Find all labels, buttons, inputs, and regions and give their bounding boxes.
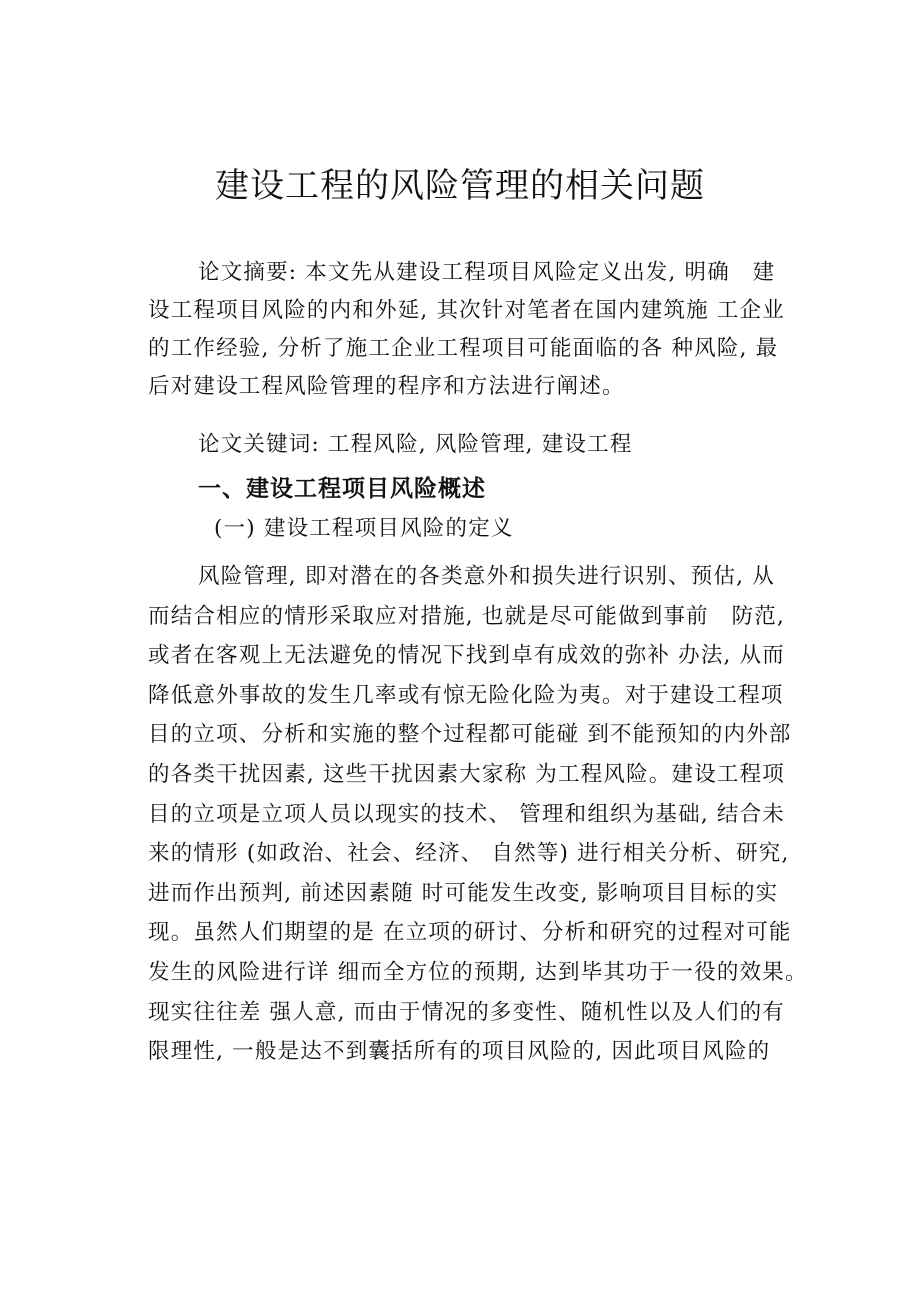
keywords-line: 论文关键词: 工程风险, 风险管理, 建设工程 bbox=[198, 432, 633, 457]
paragraph-line: 的各类干扰因素, 这些干扰因素大家称 为工程风险。建设工程项 bbox=[148, 761, 786, 787]
abstract-line: 设工程项目风险的内和外延, 其次针对笔者在国内建筑施 工企业 bbox=[148, 298, 786, 323]
paragraph-line: 发生的风险进行详 细而全方位的预期, 达到毕其功于一役的效果。 bbox=[148, 959, 808, 985]
paragraph-line: 现实往往差 强人意, 而由于情况的多变性、随机性以及人们的有 bbox=[148, 999, 786, 1025]
keywords bbox=[148, 426, 803, 464]
paragraph-line: 而结合相应的情形采取应对措施, 也就是尽可能做到事前 防范, bbox=[148, 603, 786, 629]
paragraph-line: 风险管理, 即对潜在的各类意外和损失进行识别、预估, 从 bbox=[198, 564, 775, 589]
paragraph-line: 降低意外事故的发生几率或有惊无险化险为夷。对于建设工程项 bbox=[148, 682, 784, 708]
abstract-line: 的工作经验, 分析了施工企业工程项目可能面临的各 种风险, 最 bbox=[148, 336, 779, 361]
abstract bbox=[148, 254, 803, 406]
paragraph-line: 现。虽然人们期望的是 在立项的研讨、分析和研究的过程对可能 bbox=[148, 920, 792, 946]
section-heading: 一、建设工程项目风险概述 bbox=[198, 476, 486, 502]
document-title: 建设工程的风险管理的相关问题 bbox=[215, 166, 705, 206]
paragraph-line: 目的立项是立项人员以现实的技术、 管理和组织为基础, 结合未 bbox=[148, 801, 786, 827]
abstract-line: 论文摘要: 本文先从建设工程项目风险定义出发, 明确 建 bbox=[198, 260, 776, 285]
subsection-heading bbox=[148, 510, 803, 548]
paragraph-line: 进而作出预判, 前述因素随 时可能发生改变, 影响项目目标的实 bbox=[148, 880, 779, 906]
paragraph-line: 或者在客观上无法避免的情况下找到卓有成效的弥补 办法, 从而 bbox=[148, 643, 786, 669]
abstract-line: 后对建设工程风险管理的程序和方法进行阐述。 bbox=[148, 374, 625, 399]
paragraph-line: 限理性, 一般是达不到囊括所有的项目风险的, 因此项目风险的 bbox=[148, 1039, 771, 1065]
paragraph bbox=[148, 557, 808, 1072]
paragraph-line: 目的立项、分析和实施的整个过程都可能碰 到不能预知的内外部 bbox=[148, 722, 792, 748]
subsection-heading-text: (一) 建设工程项目风险的定义 bbox=[214, 516, 514, 541]
paragraph-line: 来的情形 (如政治、社会、经济、 自然等) 进行相关分析、研究, bbox=[148, 841, 790, 867]
